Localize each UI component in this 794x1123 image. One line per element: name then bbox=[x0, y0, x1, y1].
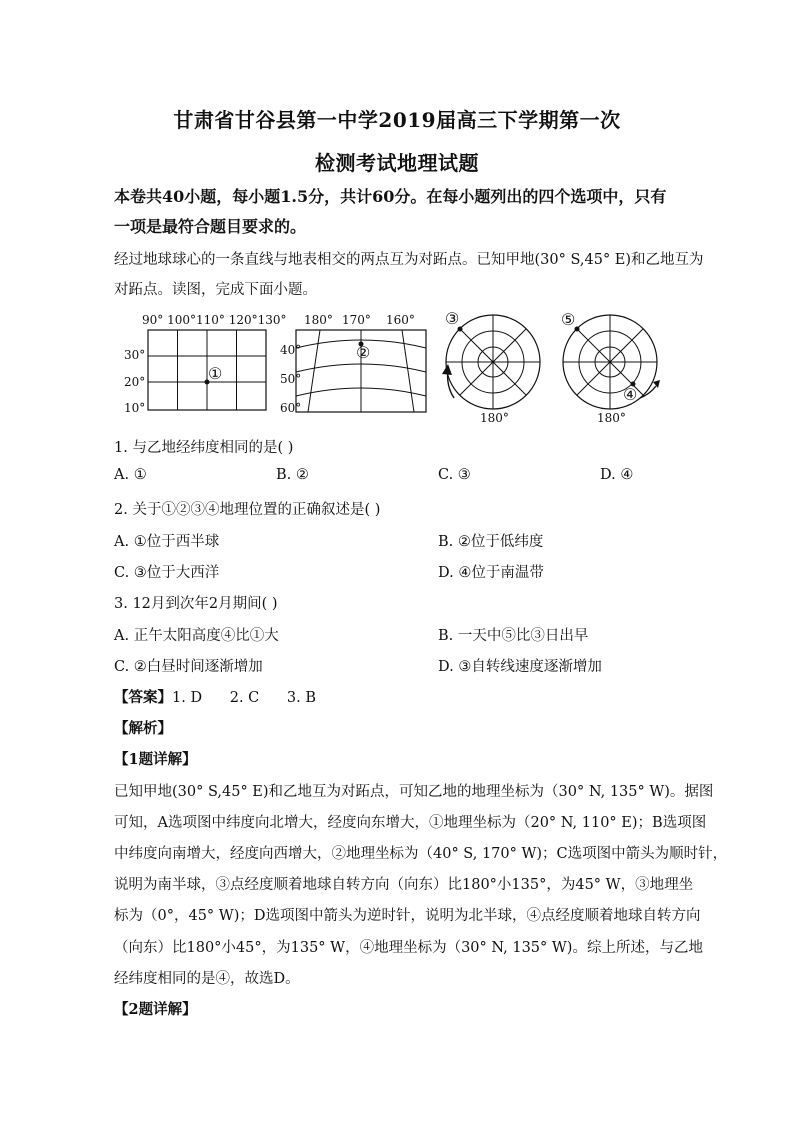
curved-top-label: 180° bbox=[304, 313, 333, 327]
grid-lat-label: 30° bbox=[124, 348, 146, 362]
question-3-stem: 3. 12月到次年2月期间( ) bbox=[114, 596, 278, 612]
polar1-point-label: ③ bbox=[445, 309, 460, 328]
polar2-rotation-arrow bbox=[640, 386, 656, 398]
curved-lat-label: 60° bbox=[280, 401, 302, 415]
detail-1-line: 中纬度向南增大，经度向西增大，②地理坐标为（40° S, 170° W)；C选项图中箭头为顺时针， bbox=[114, 846, 728, 862]
grid-point-label: ① bbox=[208, 364, 223, 383]
question-1-option-c: C. ③ bbox=[438, 467, 471, 483]
detail-1-line: 经纬度相同的是④，故选D。 bbox=[114, 971, 300, 987]
answer-label: 【答案】 bbox=[114, 689, 172, 706]
question-1-stem: 1. 与乙地经纬度相同的是( ) bbox=[114, 440, 294, 456]
question-1-option-a: A. ① bbox=[114, 467, 147, 483]
question-3-option-b: B. 一天中⑤比③日出早 bbox=[438, 628, 589, 644]
detail-1-line: 标为（0°，45° W)；D选项图中箭头为逆时针，说明为北半球，④点经度顺着地球自转方向 bbox=[114, 908, 701, 924]
question-2-stem: 2. 关于①②③④地理位置的正确叙述是( ) bbox=[114, 502, 381, 518]
detail-1-label: 【1题详解】 bbox=[114, 751, 197, 768]
polar2-bottom-label: 180° bbox=[597, 411, 626, 425]
polar-map-1 bbox=[442, 309, 540, 425]
curved-top-label: 170° bbox=[342, 313, 371, 327]
question-1-option-d: D. ④ bbox=[600, 467, 634, 483]
answer-text: 1. D 2. C 3. B bbox=[172, 690, 317, 706]
grid-top-labels: 90° 100°110° 120°130° bbox=[142, 313, 287, 327]
question-2-option-b: B. ②位于低纬度 bbox=[438, 534, 544, 550]
polar1-bottom-label: 180° bbox=[480, 411, 509, 425]
title-line-2: 检测考试地理试题 bbox=[315, 151, 479, 175]
grid-map bbox=[124, 313, 287, 415]
question-1-option-b: B. ② bbox=[276, 467, 309, 483]
grid-lat-label: 10° bbox=[124, 401, 146, 415]
intro-line-1: 经过地球球心的一条直线与地表相交的两点互为对跖点。已知甲地(30° S,45° E)和乙地互为 bbox=[114, 252, 704, 268]
title-line-1: 甘肃省甘谷县第一中学2019届高三下学期第一次 bbox=[173, 108, 621, 132]
polar2-point-label: ④ bbox=[623, 385, 638, 404]
instruction-line-2: 一项是最符合题目要求的。 bbox=[114, 217, 307, 236]
question-3-option-c: C. ②白昼时间逐渐增加 bbox=[114, 659, 263, 675]
polar2-point-label: ⑤ bbox=[561, 310, 576, 329]
question-2-option-a: A. ①位于西半球 bbox=[114, 534, 220, 550]
detail-1-line: 已知甲地(30° S,45° E)和乙地互为对跖点，可知乙地的地理坐标为（30° N, 135° W)。据图 bbox=[114, 784, 714, 800]
curved-map bbox=[280, 313, 426, 415]
answer-line bbox=[114, 686, 684, 707]
detail-1-line: （向东）比180°小45°，为135° W，④地理坐标为（30° N, 135° W)。综上所述，与乙地 bbox=[114, 940, 703, 956]
intro-line-2: 对跖点。读图，完成下面小题。 bbox=[114, 282, 317, 298]
detail-1-line: 可知，A选项图中纬度向北增大，经度向东增大，①地理坐标为（20° N, 110° E)；B选项图 bbox=[114, 815, 707, 831]
detail-1-line: 说明为南半球，③点经度顺着地球自转方向（向东）比180°小135°，为45° W，③地理坐 bbox=[114, 877, 694, 893]
instruction-line-1: 本卷共40小题，每小题1.5分，共计60分。在每小题列出的四个选项中，只有 bbox=[114, 187, 667, 206]
curved-meridian bbox=[308, 330, 320, 412]
curved-lat-label: 40° bbox=[280, 343, 302, 357]
curved-point-label: ② bbox=[356, 343, 371, 362]
question-2-option-c: C. ③位于大西洋 bbox=[114, 565, 220, 581]
detail-2-label: 【2题详解】 bbox=[114, 1001, 197, 1018]
polar2-arrow-head bbox=[653, 380, 660, 388]
polar-map-2 bbox=[561, 310, 660, 425]
figure-maps bbox=[120, 308, 680, 426]
analysis-label: 【解析】 bbox=[114, 720, 172, 737]
question-3-option-d: D. ③自转线速度逐渐增加 bbox=[438, 659, 602, 675]
polar1-arrow-head bbox=[442, 364, 452, 375]
question-2-option-d: D. ④位于南温带 bbox=[438, 565, 544, 581]
curved-top-label: 160° bbox=[386, 313, 415, 327]
curved-lat-label: 50° bbox=[280, 372, 302, 386]
question-3-option-a: A. 正午太阳高度④比①大 bbox=[114, 628, 279, 644]
curved-meridian bbox=[402, 330, 414, 412]
grid-lat-label: 20° bbox=[124, 375, 146, 389]
